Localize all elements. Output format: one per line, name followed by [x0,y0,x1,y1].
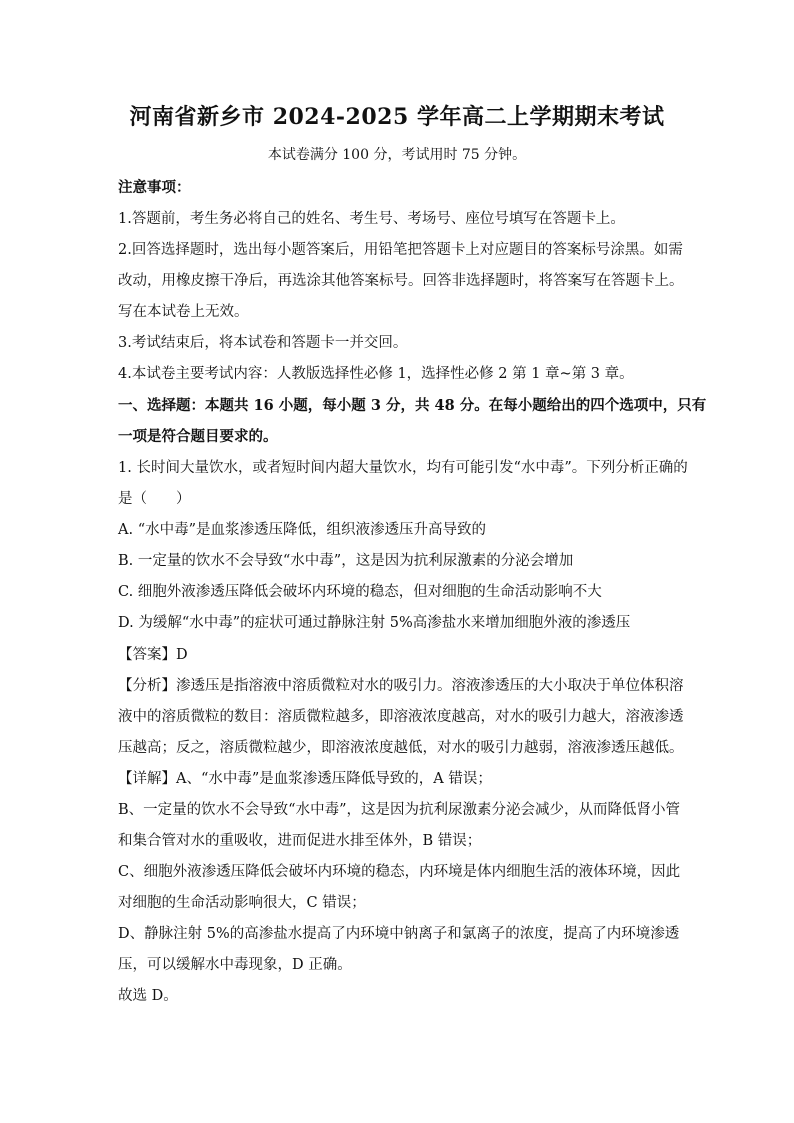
option-b: B. 一定量的饮水不会导致“水中毒”，这是因为抗利尿激素的分泌会增加 [118,553,574,569]
section-heading: 一、选择题：本题共 16 小题，每小题 3 分，共 48 分。在每小题给出的四个选项中，只有 [118,397,707,414]
exam-info: 本试卷满分 100 分，考试用时 75 分钟。 [267,147,527,163]
explanation-line: D、静脉注射 5%的高渗盐水提高了内环境中钠离子和氯离子的浓度，提高了内环境渗透 [118,926,680,942]
notice-item: 4.本试卷主要考试内容：人教版选择性必修 1，选择性必修 2 第 1 章~第 3 章。 [118,366,634,382]
analysis-line: 液中的溶质微粒的数目：溶质微粒越多，即溶液浓度越高，对水的吸引力越大，溶液渗透 [118,709,684,725]
explanation-line: 对细胞的生命活动影响很大，C 错误； [118,895,366,911]
section-heading-continued: 一项是符合题目要求的。 [118,428,278,445]
option-a: A. “水中毒”是血浆渗透压降低，组织液渗透压升高导致的 [118,522,487,538]
explanation-line: B、一定量的饮水不会导致“水中毒”，这是因为抗利尿激素分泌会减少，从而降低肾小管 [118,802,680,818]
notice-item: 3.考试结束后，将本试卷和答题卡一并交回。 [118,335,408,351]
notice-item: 写在本试卷上无效。 [118,304,249,320]
option-d: D. 为缓解“水中毒”的症状可通过静脉注射 5%高渗盐水来增加细胞外液的渗透压 [118,615,631,631]
question-stem: 1. 长时间大量饮水，或者短时间内超大量饮水，均有可能引发“水中毒”。下列分析正确的 [118,460,688,476]
analysis-line: 压越高；反之，溶质微粒越少，即溶液浓度越低，对水的吸引力越弱，溶液渗透压越低。 [118,740,684,756]
notice-item: 改动，用橡皮擦干净后，再选涂其他答案标号。回答非选择题时，将答案写在答题卡上。 [118,273,684,289]
notice-item: 1.答题前，考生务必将自己的姓名、考生号、考场号、座位号填写在答题卡上。 [118,211,625,227]
notice-heading: 注意事项： [118,179,191,196]
explanation-line: 和集合管对水的重吸收，进而促进水排至体外，B 错误； [118,833,482,849]
explanation-line: 压，可以缓解水中毒现象，D 正确。 [118,957,352,973]
option-c: C. 细胞外液渗透压降低会破坏内环境的稳态，但对细胞的生命活动影响不大 [118,584,602,600]
answer-line: 【答案】D [118,647,188,663]
notice-item: 2.回答选择题时，选出每小题答案后，用铅笔把答题卡上对应题目的答案标号涂黑。如需 [118,242,683,258]
page-title: 河南省新乡市 2024-2025 学年高二上学期期末考试 [129,104,665,130]
analysis-line: 【分析】渗透压是指溶液中溶质微粒对水的吸引力。溶液渗透压的大小取决于单位体积溶 [118,678,684,694]
explanation-line: C、细胞外液渗透压降低会破坏内环境的稳态，内环境是体内细胞生活的液体环境，因此 [118,864,681,880]
question-stem-continued: 是（ ） [118,491,191,507]
conclusion-line: 故选 D。 [118,988,178,1004]
explanation-line: 【详解】A、“水中毒”是血浆渗透压降低导致的，A 错误； [118,771,492,787]
